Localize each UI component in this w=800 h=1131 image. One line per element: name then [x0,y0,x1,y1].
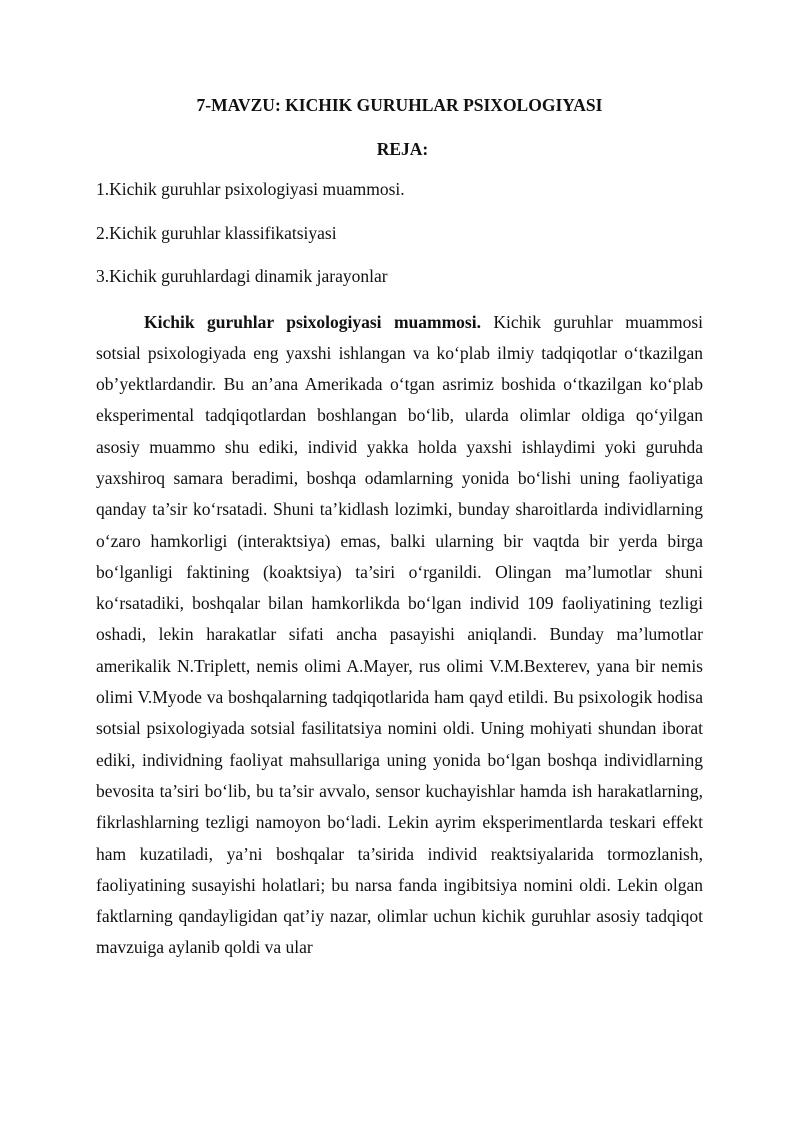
plan-item: 3.Kichik guruhlardagi dinamik jarayonlar [96,266,388,286]
section-body: Kichik guruhlar muammosi sotsial psixologiyada eng yaxshi ishlangan va ko‘plab ilmiy tadqiqotlar o‘tkazilgan ob’yektlardandir. Bu an’ana Amerikada o‘tgan asrimiz boshida o‘tkazilgan ko‘plab eksperimental tadqiqotlardan boshlangan bo‘lib, ularda olimlar oldiga qo‘yilgan asosiy muammo shu ediki, individ yakka holda yaxshi ishlaydimi yoki guruhda yaxshiroq samara beradimi, boshqa odamlarning yonida bo‘lishi uning faoliyatiga qanday ta’sir ko‘rsatadi. Shuni ta’kidlash lozimki, bunday sharoitlarda individlarning o‘zaro hamkorligi (interaktsiya) emas, balki ularning bir vaqtda bir yerda birga bo‘lganligi faktining (koaktsiya) ta’siri o‘rganildi. Olingan ma’lumotlar shuni ko‘rsatadiki, boshqalar bilan hamkorlikda bo‘lgan individ 109 faoliyatining tezligi oshadi, lekin harakatlar sifati ancha pasayishi aniqlandi. Bunday ma’lumotlar amerikalik N.Triplett, nemis olimi A.Mayer, rus olimi V.M.Bexterev, yana bir nemis olimi V.Myode va boshqalarning tadqiqotlarida ham qayd etildi. Bu psixologik hodisa sotsial psixologiyada sotsial fasilitatsiya nomini oldi. Uning mohiyati shundan iborat ediki, individning faoliyat mahsullariga uning yonida bo‘lgan boshqa individlarning bevosita ta’siri bo‘lib, bu ta’sir avvalo, sensor kuchayishlar hamda ish harakatlarning, fikrlashlarning tezligi namoyon bo‘ladi. Lekin ayrim eksperimentlarda teskari effekt ham kuzatiladi, ya’ni boshqalar ta’sirida individ reaktsiyalarida tormozlanish, faoliyatining susayishi holatlari; bu narsa fanda ingibitsiya nomini oldi. Lekin olgan faktlarning qandayligidan qat’iy nazar, olimlar uchun kichik guruhlar asosiy tadqiqot mavzuiga aylanib qoldi va ular [96,311,703,958]
plan-item: 1.Kichik guruhlar psixologiyasi muammosi. [96,179,405,199]
plan-item: 2.Kichik guruhlar klassifikatsiyasi [96,222,337,243]
document-title: 7-MAVZU: KICHIK GURUHLAR PSIXOLOGIYASI [196,95,603,115]
section-lead: Kichik guruhlar psixologiyasi muammosi. [144,311,481,332]
plan-list [96,176,703,289]
plan-heading: REJA: [376,139,429,159]
document-page [96,92,703,964]
section-paragraph [96,307,703,964]
